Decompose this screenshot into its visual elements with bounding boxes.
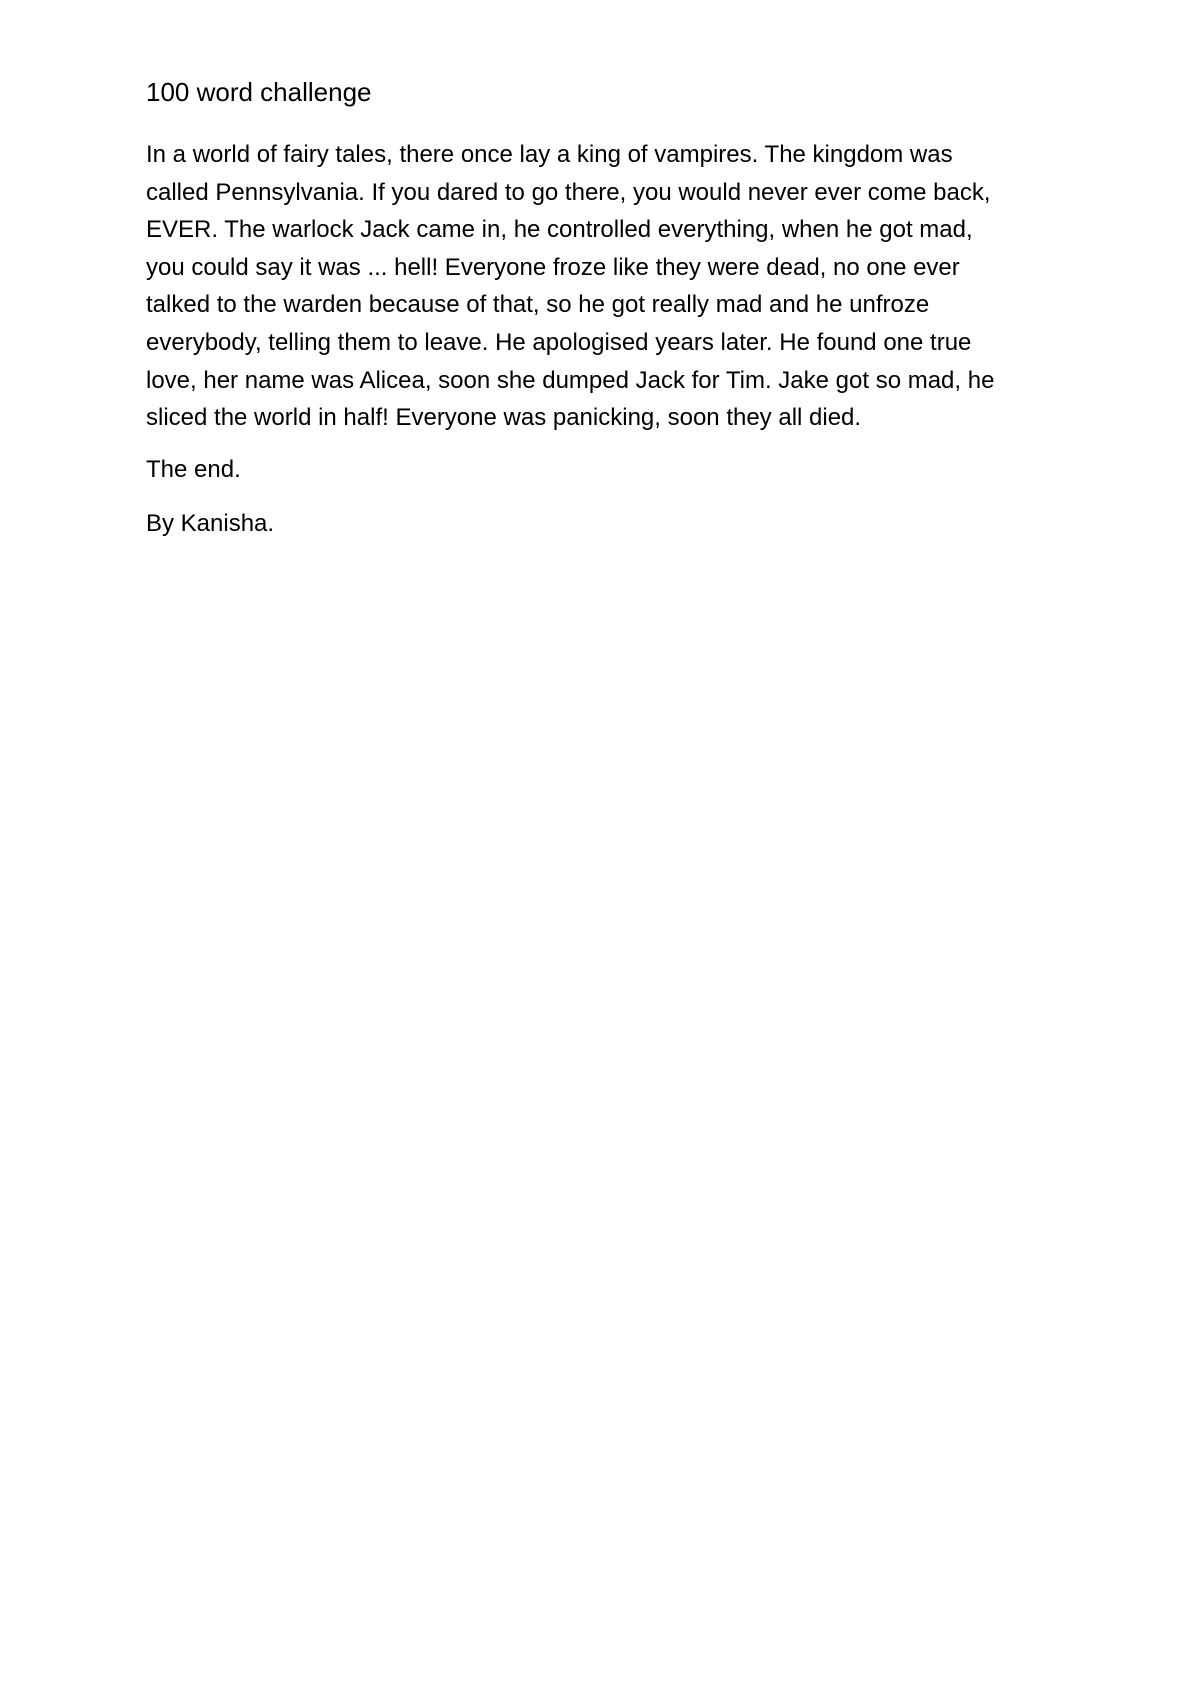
story-line: In a world of fairy tales, there once lay a king of vampires. The kingdom was: [146, 141, 953, 168]
document-title: 100 word challenge: [146, 77, 372, 107]
story-line: everybody, telling them to leave. He apologised years later. He found one true: [146, 328, 972, 356]
story-line: talked to the warden because of that, so he got really mad and he unfroze: [146, 291, 930, 319]
story-line: called Pennsylvania. If you dared to go there, you would never ever come back,: [146, 178, 991, 206]
story-line: sliced the world in half! Everyone was panicking, soon they all died.: [146, 404, 862, 432]
author-byline: By Kanisha.: [146, 509, 275, 537]
story-line: love, her name was Alicea, soon she dumped Jack for Tim. Jake got so mad, he: [146, 366, 995, 394]
story-line: you could say it was ... hell! Everyone froze like they were dead, no one ever: [146, 253, 960, 281]
story-paragraph: [146, 136, 1076, 437]
story-line: EVER. The warlock Jack came in, he controlled everything, when he got mad,: [146, 216, 973, 244]
document-content: [146, 74, 1076, 559]
ending-text: The end.: [146, 455, 241, 483]
